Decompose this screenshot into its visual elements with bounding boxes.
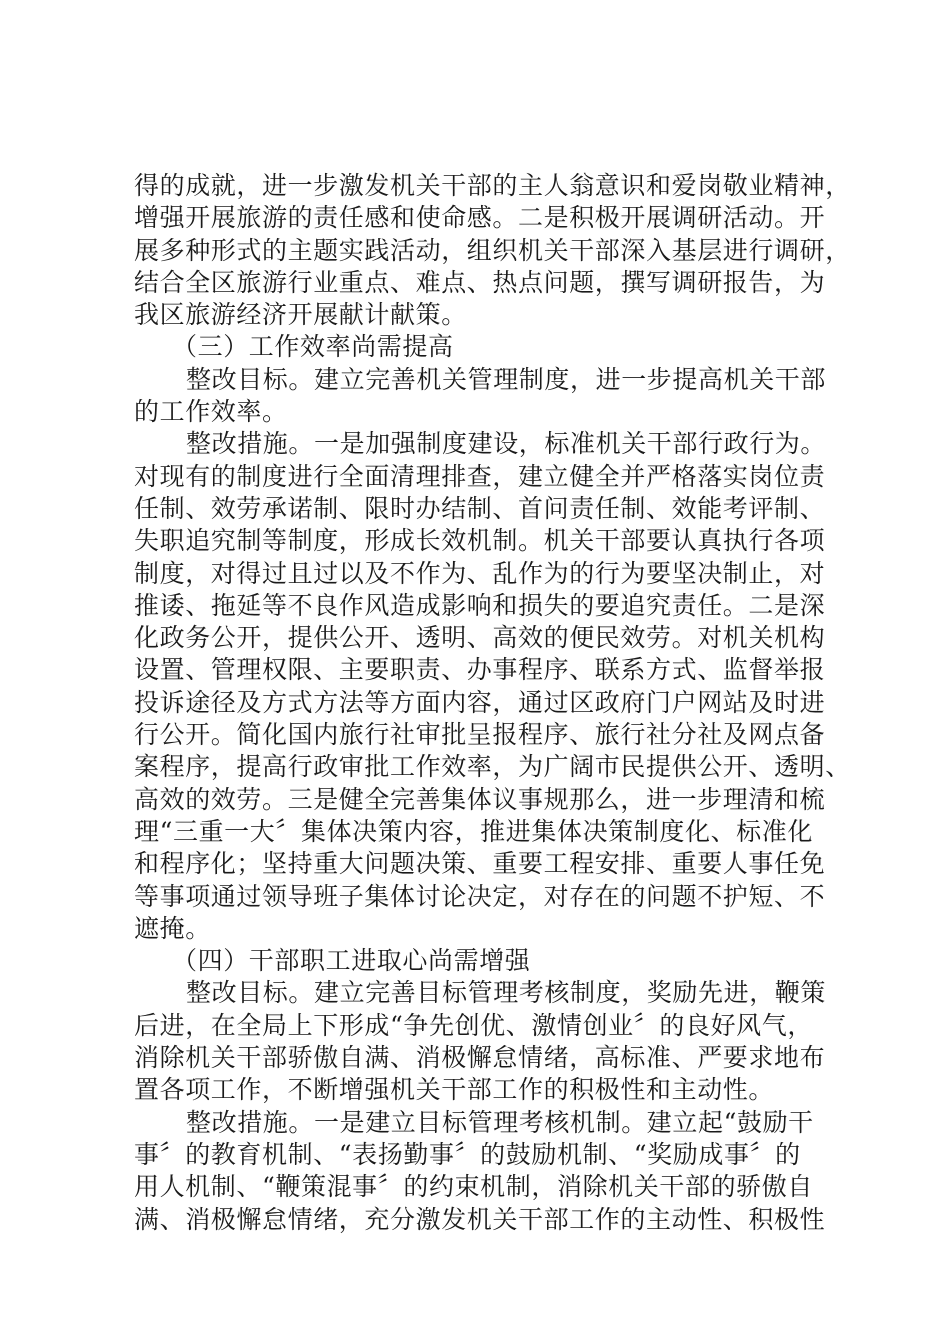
text-line: 整改措施。一是建立目标管理考核机制。建立起“鼓励干 [186,1107,814,1137]
text-line: 案程序，提高行政审批工作效率，为广阔市民提供公开、透明、 [134,752,851,782]
text-line: 任制、效劳承诺制、限时办结制、首问责任制、效能考评制、 [134,493,826,523]
text-line: 推诿、拖延等不良作风造成影响和损失的要追究责任。二是深 [134,590,826,620]
text-line: 整改措施。一是加强制度建设，标准机关干部行政行为。 [186,429,827,459]
text-line: 失职追究制等制度，形成长效机制。机关干部要认真执行各项 [134,526,826,556]
text-line: 我区旅游经济开展献计献策。 [134,300,467,330]
text-line: 展多种形式的主题实践活动，组织机关干部深入基层进行调研， [134,235,851,265]
text-line: 消除机关干部骄傲自满、消极懈怠情绪，高标准、严要求地布 [134,1043,826,1073]
text-line: 整改目标。建立完善机关管理制度，进一步提高机关干部 [186,364,827,394]
text-line: 设置、管理权限、主要职责、办事程序、联系方式、监督举报 [134,655,826,685]
text-line: 整改目标。建立完善目标管理考核制度，奖励先进，鞭策 [186,978,827,1008]
text-line: 等事项通过领导班子集体讨论决定，对存在的问题不护短、不 [134,881,826,911]
text-line: 行公开。简化国内旅行社审批呈报程序、旅行社分社及网点备 [134,720,826,750]
text-line: 置各项工作，不断增强机关干部工作的积极性和主动性。 [134,1075,775,1105]
text-line: 化政务公开，提供公开、透明、高效的便民效劳。对机关机构 [134,623,826,653]
text-line: 对现有的制度进行全面清理排查，建立健全并严格落实岗位责 [134,461,826,491]
section-heading-line: （三）工作效率尚需提高 [172,332,454,362]
text-line: 事〞的教育机制、“表扬勤事〞的鼓励机制、“奖励成事〞的 [134,1139,801,1169]
text-line: 用人机制、“鞭策混事〞的约束机制，消除机关干部的骄傲自 [134,1172,813,1202]
text-line: 高效的效劳。三是健全完善集体议事规那么，进一步理清和梳 [134,784,826,814]
text-line: 制度，对得过且过以及不作为、乱作为的行为要坚决制止，对 [134,558,826,588]
text-line: 和程序化；坚持重大问题决策、重要工程安排、重要人事任免 [134,849,826,879]
body-text [134,170,851,1236]
section-heading-line: （四）干部职工进取心尚需增强 [172,946,531,976]
text-line: 结合全区旅游行业重点、难点、热点问题，撰写调研报告，为 [134,267,826,297]
text-line: 后进，在全局上下形成“争先创优、激情创业〞的良好风气， [134,1010,813,1040]
text-line: 满、消极懈怠情绪，充分激发机关干部工作的主动性、积极性 [134,1204,826,1234]
text-line: 得的成就，进一步激发机关干部的主人翁意识和爱岗敬业精神， [134,171,851,200]
text-line: 投诉途径及方式方法等方面内容，通过区政府门户网站及时进 [134,687,826,717]
text-line: 遮掩。 [134,913,211,943]
text-line: 的工作效率。 [134,397,288,427]
text-line: 增强开展旅游的责任感和使命感。二是积极开展调研活动。开 [134,203,826,233]
text-line: 理“三重一大〞集体决策内容，推进集体决策制度化、标准化 [134,816,813,846]
